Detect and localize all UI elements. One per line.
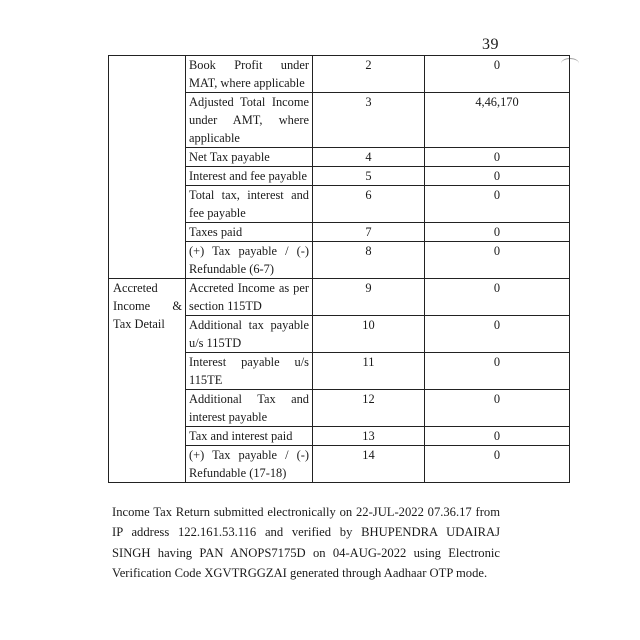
row-number: 14 xyxy=(313,446,425,483)
row-label: Interest and fee payable xyxy=(186,167,313,186)
row-label: Net Tax payable xyxy=(186,148,313,167)
row-number: 9 xyxy=(313,279,425,316)
row-number: 5 xyxy=(313,167,425,186)
row-value: 0 xyxy=(425,427,570,446)
row-label: (+) Tax payable / (-) Refundable (6-7) xyxy=(186,242,313,279)
row-label: Accreted Income as per section 115TD xyxy=(186,279,313,316)
row-label: (+) Tax payable / (-) Refundable (17-18) xyxy=(186,446,313,483)
row-value: 0 xyxy=(425,56,570,93)
row-number: 8 xyxy=(313,242,425,279)
row-number: 10 xyxy=(313,316,425,353)
row-value: 0 xyxy=(425,242,570,279)
row-label: Interest payable u/s 115TE xyxy=(186,353,313,390)
row-value: 0 xyxy=(425,167,570,186)
row-number: 7 xyxy=(313,223,425,242)
row-label: Additional tax payable u/s 115TD xyxy=(186,316,313,353)
row-number: 2 xyxy=(313,56,425,93)
row-label: Adjusted Total Income under AMT, where applicable xyxy=(186,93,313,148)
row-value: 0 xyxy=(425,316,570,353)
tax-summary-table xyxy=(108,55,570,483)
row-label: Taxes paid xyxy=(186,223,313,242)
verification-statement: Income Tax Return submitted electronically on 22-JUL-2022 07.36.17 from IP address 122.161.53.116 and verified by BHUPENDRA UDAIRAJ SINGH having PAN ANOPS7175D on 04-AUG-2022 using Electronic Verification Code XGVTRGGZAI generated through Aadhaar OTP mode. xyxy=(112,505,500,580)
row-number: 12 xyxy=(313,390,425,427)
row-value: 0 xyxy=(425,390,570,427)
row-value: 4,46,170 xyxy=(425,93,570,148)
row-value: 0 xyxy=(425,148,570,167)
page-number: 39 xyxy=(482,36,499,53)
row-label: Additional Tax and interest payable xyxy=(186,390,313,427)
row-number: 11 xyxy=(313,353,425,390)
row-value: 0 xyxy=(425,223,570,242)
row-number: 13 xyxy=(313,427,425,446)
table-row xyxy=(109,56,570,93)
group-cell-blank xyxy=(109,56,186,279)
row-value: 0 xyxy=(425,279,570,316)
accreted-group-label: Accreted Income & Tax Detail xyxy=(109,279,186,483)
table-row xyxy=(109,279,570,316)
row-value: 0 xyxy=(425,353,570,390)
row-number: 6 xyxy=(313,186,425,223)
row-label: Total tax, interest and fee payable xyxy=(186,186,313,223)
row-number: 4 xyxy=(313,148,425,167)
row-value: 0 xyxy=(425,446,570,483)
row-label: Book Profit under MAT, where applicable xyxy=(186,56,313,93)
row-number: 3 xyxy=(313,93,425,148)
row-label: Tax and interest paid xyxy=(186,427,313,446)
row-value: 0 xyxy=(425,186,570,223)
